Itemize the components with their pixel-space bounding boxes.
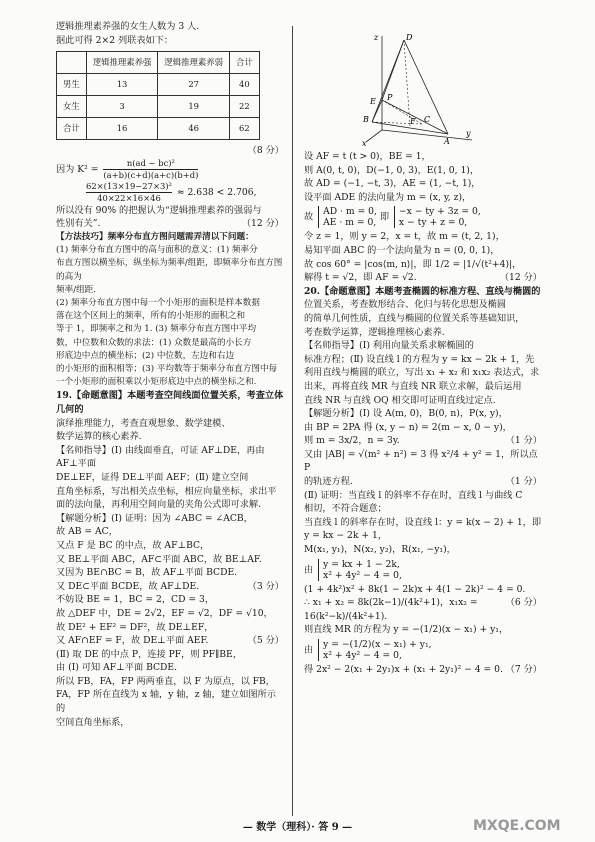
system-row: AD · m = 0,	[323, 206, 377, 218]
q19-line: 故 △DEF 中，DE = 2√2，EF = √2，DF = √10，	[56, 607, 273, 619]
table-cell: 合计	[57, 118, 87, 140]
q19-line: 又因为 BE∩BC = B，故 AF⊥平面 BCDE.	[56, 567, 238, 579]
formula-k2	[56, 158, 284, 181]
tip-line: 【方法技巧】频率分布直方图问题需弄清以下问题：	[56, 231, 254, 242]
text-line: 所以没有 90% 的把握认为“逻辑推理素养的强弱与	[56, 204, 262, 216]
tip-line: (2) 频率分布直方图中每一个小矩形的面积是样本数据	[56, 297, 260, 308]
diagram-label: P	[387, 93, 393, 102]
q20-line: 【解题分析】(Ⅰ) 设 A(m, 0)，B(0, n)，P(x, y)，	[304, 408, 508, 420]
q20-line: 直线 NR 与直线 OQ 相交即可证明直线过定点.	[304, 394, 496, 406]
text-line: 故 AD = (−1, −t, 3)，AE = (1, −t, 1)，	[304, 178, 481, 190]
system-row: y = kx + 1 − 2k,	[323, 558, 400, 570]
text-span: 的轨迹方程.	[304, 476, 353, 488]
method-tip	[56, 231, 284, 389]
table-row	[57, 96, 260, 118]
tip-line: 数，中位数和众数的求法：(1) 众数是最高的小长方	[56, 337, 252, 348]
table-cell: 62	[230, 118, 260, 140]
table-cell: 逻辑推理素养强	[86, 52, 158, 74]
text-line: (Ⅱ) 证明：当直线 l 的斜率不存在时，直线 l 与曲线 C	[304, 489, 523, 501]
q19-line: 又点 F 是 BC 的中点，故 AF⊥BC，	[56, 539, 210, 551]
column-divider	[292, 26, 293, 816]
q19-line: 由 (Ⅰ) 可知 AF⊥平面 BCDE.	[56, 662, 178, 674]
table-cell: 19	[158, 96, 230, 118]
right-column	[304, 150, 542, 677]
denominator: (a+b)(c+d)(a+c)(b+d)	[103, 169, 199, 180]
text-span: 得 2x² − 2(x₁ + 2y₁)x + (x₁ + 2y₁)² − 4 = 0.	[304, 664, 503, 675]
equation-system	[304, 559, 542, 581]
text-line: 易知平面 ABC 的一个法向量为 n = (0, 0, 1)，	[304, 244, 500, 256]
equation-system	[304, 206, 542, 228]
system-brace	[394, 206, 481, 228]
system-row: AE · m = 0,	[323, 217, 377, 229]
q19-line: 数学运算的核心素养.	[56, 431, 142, 443]
text-line: 当直线 l 的斜率存在时，设直线 l：y = k(x − 2) + 1，即	[304, 516, 542, 528]
text-line: 相切，不符合题意；	[304, 503, 387, 515]
table-cell: 22	[230, 96, 260, 118]
diagram-label: C	[424, 115, 431, 124]
text-span: 又 AF∩EF = F，故 DE⊥平面 AEF.	[56, 635, 209, 647]
diagram-label: A	[444, 137, 450, 146]
tip-line: 的小矩形的面积相等；(3) 平均数等于频率分布直方图中每	[56, 364, 278, 374]
formula-lead: 因为 K² =	[56, 163, 99, 175]
q19-line: 不妨设 BE = 1，BC = 2，CD = 3，	[56, 594, 215, 606]
system-brace	[318, 206, 377, 228]
equation-system	[304, 639, 542, 661]
q19-line: 故 AB = AC，	[56, 526, 118, 538]
text-span: 即	[379, 211, 389, 223]
text-line: 设 AF = t (t > 0)，BE = 1，	[304, 151, 431, 162]
q19-line: 空间直角坐标系，	[56, 716, 130, 728]
text-span: 性别有关”.	[56, 218, 101, 230]
q20-line: 考查数学运算，逻辑推理核心素养.	[304, 326, 445, 338]
text-line: ∴ x₁ + x₂ = 8k(2k−1)/(4k²+1)，x₁x₂ = 16(k²−k)/(4k²+1).	[304, 597, 478, 622]
pyramid-3d-diagram	[360, 30, 478, 148]
result: ≈ 2.638 < 2.706,	[176, 186, 257, 198]
table-cell: 3	[86, 96, 158, 118]
text-line: 据此可得 2×2 列联表如下：	[56, 34, 174, 46]
contingency-table	[56, 51, 260, 140]
left-column	[56, 20, 284, 729]
text-line: 故 cos 60° = |cos⟨m, n⟩|，即 1/2 = |1/√(t²+4)|，	[304, 258, 522, 270]
table-cell: 27	[158, 74, 230, 96]
text-line: 逻辑推理素养强的女生人数为 3 人.	[56, 21, 200, 32]
q19-line	[56, 634, 284, 648]
q19-line: 面的法向量，再利用空间向量的夹角公式即可求解.	[56, 499, 262, 511]
q19-line: DE⊥EF，证得 DE⊥平面 AEF；(Ⅱ) 建立空间	[56, 471, 249, 483]
score-line	[56, 144, 284, 158]
q20-line: 【名师指导】(Ⅰ) 利用向量关系求解椭圆的	[304, 340, 474, 352]
q20-line: 标准方程；(Ⅱ) 设直线 l 的方程为 y = kx − 2k + 1，先	[304, 353, 535, 365]
text-line: 令 z = 1，则 y = 2，x = t，故 m = (t, 2, 1)，	[304, 231, 505, 243]
q19-line: FA，FP 所在直线为 x 轴，y 轴，z 轴，建立如图所示的	[56, 689, 276, 715]
text-line: 又由 |AB| = √(m² + n²) = 3 得 x²/4 + y² = 1，所以点 P	[304, 448, 538, 474]
system-row: y = −(1/2)(x − x₁) + y₁,	[323, 639, 432, 650]
system-brace	[318, 559, 402, 581]
tip-line: 频率/组距.	[56, 284, 97, 295]
text-line	[56, 217, 284, 231]
score-mark: （7 分）	[505, 664, 542, 675]
table-cell: 16	[86, 118, 158, 140]
system-brace	[318, 639, 431, 661]
fraction	[103, 158, 198, 181]
text-line: 设平面 ADE 的法向量为 m = (x, y, z)，	[304, 191, 472, 203]
system-row: −x − ty + 3z = 0,	[398, 206, 481, 218]
table-row	[57, 74, 260, 96]
numerator: n(ad − bc)²	[103, 158, 198, 170]
score-mark: （1 分）	[505, 435, 542, 447]
q19-line: 所以 FB，FA，FP 两两垂直，以 F 为原点，以 FB，	[56, 675, 275, 687]
tip-line: 落在这个区间上的频率，所有的小矩形的面积之和	[56, 311, 246, 322]
table-cell: 46	[158, 118, 230, 140]
q19-line: 又 BE⊥平面 ABC，AF⊂平面 ABC，故 BE⊥AF.	[56, 553, 262, 565]
score-mark: （6 分）	[505, 597, 542, 609]
text-span: 解得 t = √2，即 AF = √2.	[304, 272, 417, 284]
table-cell: 13	[86, 74, 158, 96]
text-span: (1 + 4k²)x² + 8k(1 − 2k)x + 4(1 − 2k)² − 4 = 0.	[304, 583, 526, 595]
diagram-label: y	[466, 129, 471, 138]
table-cell	[57, 52, 87, 74]
text-line	[304, 663, 542, 677]
score-mark: （12 分）	[499, 272, 542, 284]
diagram-label: E	[370, 97, 376, 106]
question-20	[304, 285, 542, 435]
table-cell: 合计	[230, 52, 260, 74]
tip-line: (1) 频率分布直方图中的高与面积的意义：(1) 频率分	[56, 245, 258, 256]
q20-line: 的简单几何性质，直线与椭圆的位置关系等基础知识，	[304, 312, 525, 324]
system-row: x − ty + z = 0,	[398, 217, 468, 229]
q20-line: 利用直线与椭圆的联立，写出 x₁ + x₂ 和 x₁x₂ 表达式，求	[304, 367, 540, 379]
table-cell: 40	[230, 74, 260, 96]
diagram-label: B	[363, 115, 369, 124]
text-span: 由	[304, 564, 314, 576]
tip-line: 等于 1，即频率之和为 1. (3) 频率分布直方图中平均	[56, 324, 257, 335]
q19-line: (Ⅱ) 取 DE 的中点 P，连接 PF，则 PF∥BE，	[56, 648, 242, 660]
watermark-logo	[469, 800, 587, 836]
q19-line: 故 DE² + EF² = DF²，故 DE⊥EF，	[56, 621, 214, 633]
text-line: 则 A(0, t, 0)，D(−1, 0, 3)，E(1, 0, 1)，	[304, 164, 480, 176]
table-header-row	[57, 52, 260, 74]
score-mark: （5 分）	[247, 635, 284, 647]
system-row: x² + 4y² − 4 = 0,	[323, 650, 402, 661]
system-row: x² + 4y² − 4 = 0,	[323, 569, 402, 581]
text-line: 则直线 MR 的方程为 y = −(1/2)(x − x₁) + y₁，	[304, 624, 509, 636]
text-span: 则 m = 3x/2，n = 3y.	[304, 435, 400, 447]
text-line	[304, 271, 542, 285]
formula-calc	[56, 181, 284, 204]
table-cell: 逻辑推理素养弱	[158, 52, 230, 74]
question-19	[56, 389, 284, 729]
tip-line: 布直方图以横坐标，纵坐标为频率/组距，即频率分布直方图的高为	[56, 258, 283, 282]
q19-line	[56, 580, 284, 594]
table-cell: 女生	[57, 96, 87, 118]
score-mark: （1 分）	[505, 476, 542, 488]
text-line	[304, 434, 542, 448]
table-cell: 男生	[57, 74, 87, 96]
score-mark: （8 分）	[247, 145, 284, 157]
score-mark: （3 分）	[247, 580, 284, 592]
q19-line: 【名师指导】(Ⅰ) 由线面垂直，可证 AF⊥DE，再由 AF⊥平面	[56, 444, 265, 470]
score-mark: （12 分）	[241, 218, 284, 230]
text-line: M(x₁, y₁)，N(x₂, y₂)，R(x₁, −y₁)，	[304, 544, 456, 556]
q19-line: 演绎推理能力，考查直观想象、数学建模、	[56, 417, 231, 429]
q20-line: 20.【命题意图】本题考查椭圆的标准方程、直线与椭圆的	[304, 285, 541, 297]
q20-line: 由 BP = 2PA 得 (x, y − n) = 2(m − x, 0 − y)，	[304, 421, 512, 433]
page-footer: — 数学（理科）· 答 9 —	[242, 822, 353, 833]
text-span: 又 DE⊂平面 BCDE，故 AF⊥DE.	[56, 580, 200, 592]
tip-line: 形底边中点的横坐标；(2) 中位数，左边和右边	[56, 350, 235, 361]
fraction	[86, 181, 172, 204]
text-line: y = kx − 2k + 1，	[304, 530, 388, 542]
tip-line: 一个小矩形的面积乘以小矩形底边中点的横坐标之和.	[56, 377, 257, 388]
text-line	[304, 475, 542, 489]
text-line	[304, 583, 542, 609]
table-row	[57, 118, 260, 140]
q20-line: 位置关系，考查数形结合、化归与转化思想及椭圆	[304, 299, 507, 311]
q19-line: 19.【命题意图】本题考查空间线面位置关系，考查立体几何的	[56, 390, 284, 415]
text-span: 故	[304, 211, 314, 223]
diagram-label: z	[374, 33, 379, 42]
diagram-label: F	[410, 117, 416, 126]
text-span: 由	[304, 644, 314, 656]
q20-line: 出来，再将直线 MR 与直线 NR 联立求解，最后运用	[304, 380, 522, 392]
q19-line: 直角坐标系，写出相关点坐标，相应向量坐标，求出平	[56, 485, 277, 497]
numerator: 62×(13×19−27×3)²	[86, 180, 172, 191]
diagram-label: D	[406, 33, 413, 42]
diagram-label: x	[362, 139, 367, 148]
q19-line: 【解题分析】(Ⅰ) 证明：因为 ∠ABC = ∠ACB，	[56, 512, 253, 524]
watermark-text: MXQE.COM	[473, 818, 561, 834]
denominator: 40×22×16×46	[97, 192, 161, 203]
